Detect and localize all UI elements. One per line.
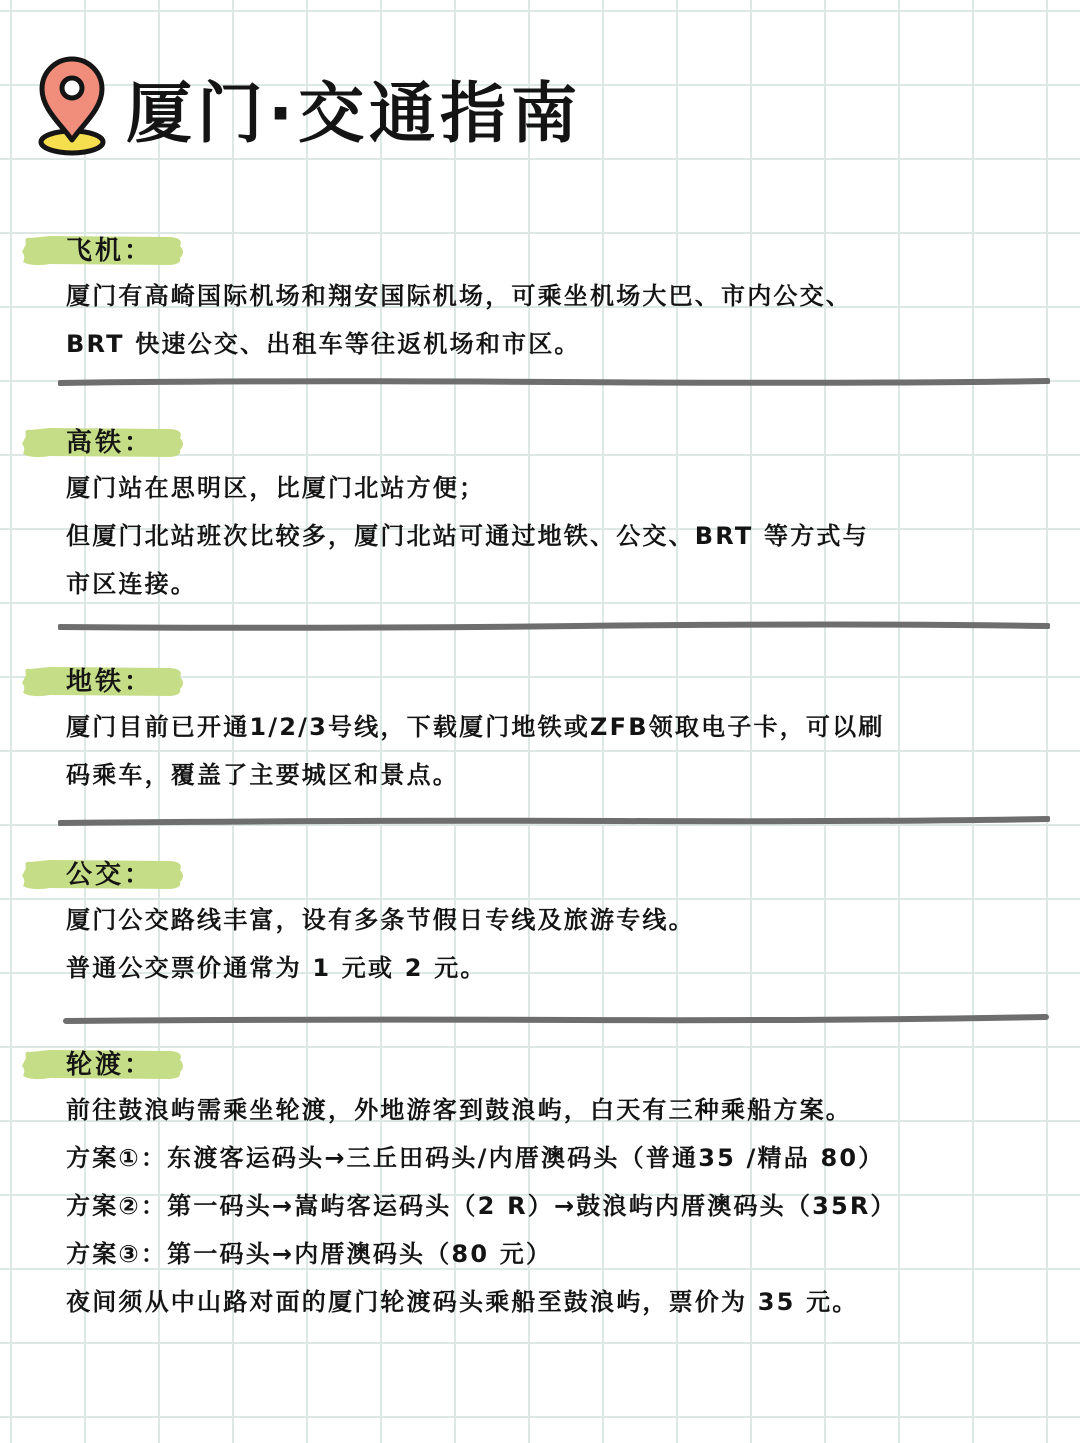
section-heading bbox=[20, 424, 1080, 464]
section-heading-text: 公交： bbox=[66, 860, 154, 890]
section-heading-text: 地铁： bbox=[66, 667, 154, 697]
section-metro bbox=[0, 663, 1080, 799]
section-divider bbox=[58, 1012, 1050, 1026]
section-text-line: 厦门公交路线丰富，设有多条节假日专线及旅游专线。 bbox=[66, 906, 695, 934]
page-title: 厦门·交通指南 bbox=[126, 74, 583, 152]
section-divider bbox=[58, 814, 1050, 828]
section-text-line: 前往鼓浪屿需乘坐轮渡，外地游客到鼓浪屿，白天有三种乘船方案。 bbox=[66, 1096, 852, 1124]
section-heading bbox=[20, 1046, 1080, 1086]
section-heading bbox=[20, 856, 1080, 896]
page-header bbox=[34, 52, 582, 162]
section-high-speed-rail bbox=[0, 424, 1080, 608]
section-bus bbox=[0, 856, 1080, 992]
section-ferry bbox=[0, 1046, 1080, 1326]
section-text-line: 夜间须从中山路对面的厦门轮渡码头乘船至鼓浪屿，票价为 35 元。 bbox=[66, 1288, 859, 1316]
section-text-line: 方案③：第一码头→内厝澳码头（80 元） bbox=[66, 1240, 553, 1268]
map-pin-icon bbox=[34, 54, 112, 160]
section-heading bbox=[20, 663, 1080, 703]
section-text-line: BRT 快速公交、出租车等往返机场和市区。 bbox=[66, 330, 581, 358]
section-text-line: 方案②：第一码头→嵩屿客运码头（2 R）→鼓浪屿内厝澳码头（35R） bbox=[66, 1192, 897, 1220]
section-text-line: 厦门目前已开通1/2/3号线，下载厦门地铁或ZFB领取电子卡，可以刷 bbox=[66, 713, 885, 741]
section-text-line: 厦门站在思明区，比厦门北站方便； bbox=[66, 474, 486, 502]
section-text-line: 码乘车，覆盖了主要城区和景点。 bbox=[66, 761, 459, 789]
section-heading bbox=[20, 232, 1080, 272]
section-airplane bbox=[0, 232, 1080, 368]
section-text-line: 厦门有高崎国际机场和翔安国际机场，可乘坐机场大巴、市内公交、 bbox=[66, 282, 852, 310]
section-heading-text: 飞机： bbox=[66, 236, 154, 266]
section-divider bbox=[58, 620, 1050, 634]
section-text-line: 但厦门北站班次比较多，厦门北站可通过地铁、公交、BRT 等方式与 bbox=[66, 522, 869, 550]
section-heading-text: 轮渡： bbox=[66, 1050, 154, 1080]
section-text-line: 普通公交票价通常为 1 元或 2 元。 bbox=[66, 954, 487, 982]
section-heading-text: 高铁： bbox=[66, 428, 154, 458]
section-divider bbox=[58, 375, 1050, 389]
section-text-line: 方案①：东渡客运码头→三丘田码头/内厝澳码头（普通35 /精品 80） bbox=[66, 1144, 885, 1172]
section-text-line: 市区连接。 bbox=[66, 570, 197, 598]
